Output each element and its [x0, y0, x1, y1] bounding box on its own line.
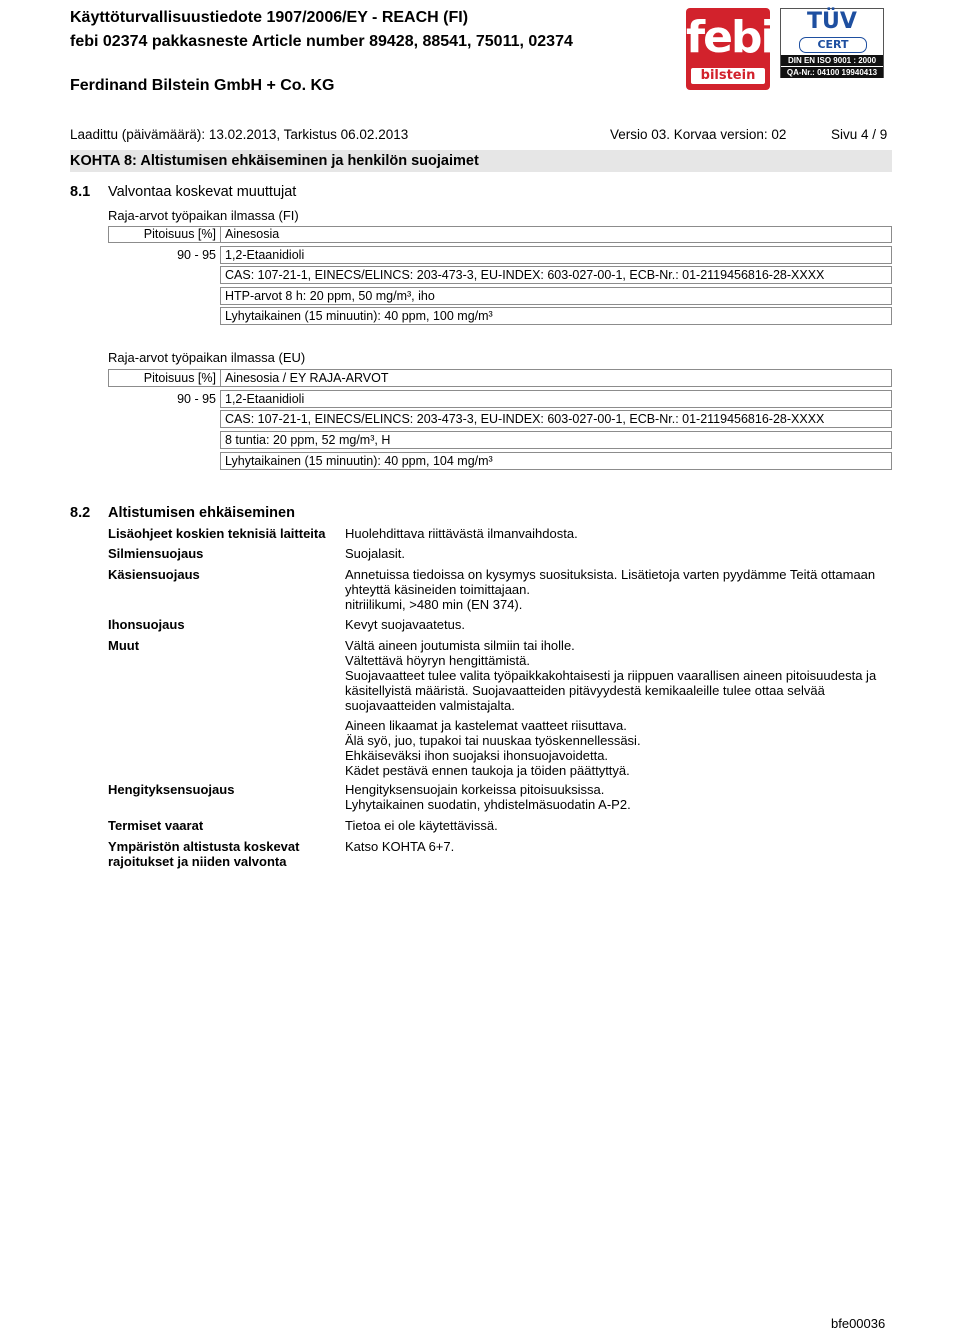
text-other-1: Vältä aineen joutumista silmiin tai iholle. — [345, 638, 575, 653]
text-eye-protection: Suojalasit. — [345, 546, 405, 561]
text-other-9: Kädet pestävä ennen taukoja ja töiden päättyttyä. — [345, 763, 630, 778]
subsection-number-8-1: 8.1 — [70, 184, 91, 200]
text-other-6: Aineen likaamat ja kastelemat vaatteet riisuttava. — [345, 718, 627, 733]
eu-limits-heading: Raja-arvot työpaikan ilmassa (EU) — [108, 350, 306, 365]
text-other-5: suojavaatteiden valmistajalta. — [345, 698, 515, 713]
eu-table-header-divider — [220, 369, 221, 387]
text-thermal-hazards: Tietoa ei ole käytettävissä. — [345, 818, 498, 833]
fi-table-header-divider — [220, 226, 221, 243]
footer-doc-code: bfe00036 — [831, 1316, 886, 1331]
fi-concentration: 90 - 95 — [177, 248, 216, 262]
fi-substance-row — [220, 246, 892, 264]
subsection-title-8-2: Altistumisen ehkäiseminen — [108, 505, 295, 521]
tuv-iso-line: DIN EN ISO 9001 : 2000 — [781, 55, 883, 66]
section-title: KOHTA 8: Altistumisen ehkäiseminen ja henkilön suojaimet — [70, 153, 479, 169]
eu-cas-text: CAS: 107-21-1, EINECS/ELINCS: 203-473-3, EU-INDEX: 603-027-00-1, ECB-Nr.: 01-2119456816-28-XXXX — [225, 412, 825, 426]
eu-limit-text-1: 8 tuntia: 20 ppm, 52 mg/m³, H — [225, 433, 391, 447]
revision-dates: Laadittu (päivämäärä): 13.02.2013, Tarkistus 06.02.2013 — [70, 127, 409, 142]
text-respiratory-1: Hengityksensuojain korkeissa pitoisuuksissa. — [345, 782, 605, 797]
text-other-8: Ehkäiseväksi ihon suojaksi ihonsuojavoidetta. — [345, 748, 609, 763]
label-hand-protection: Käsiensuojaus — [108, 567, 200, 582]
tuv-cert-logo — [780, 8, 884, 78]
text-other-2: Vältettävä höyryn hengittämistä. — [345, 653, 530, 668]
text-hand-protection-3: nitriilikumi, >480 min (EN 374). — [345, 597, 523, 612]
subsection-title-8-1: Valvontaa koskevat muuttujat — [108, 184, 297, 200]
text-hand-protection-1: Annetuissa tiedoissa on kysymys suosituksista. Lisätietoja varten pyydämme Teitä ottamaan — [345, 567, 876, 582]
febi-logo-word: febi — [686, 12, 774, 63]
eu-concentration: 90 - 95 — [177, 392, 216, 406]
label-technical-measures: Lisäohjeet koskien teknisiä laitteita — [108, 526, 326, 541]
text-respiratory-2: Lyhytaikainen suodatin, yhdistelmäsuodatin A-P2. — [345, 797, 631, 812]
text-technical-measures: Huolehdittava riittävästä ilmanvaihdosta. — [345, 526, 578, 541]
eu-substance-name: 1,2-Etaanidioli — [225, 392, 305, 406]
fi-limits-heading: Raja-arvot työpaikan ilmassa (FI) — [108, 208, 299, 223]
fi-substance-name: 1,2-Etaanidioli — [225, 248, 305, 262]
text-environmental-exposure: Katso KOHTA 6+7. — [345, 839, 455, 854]
label-environmental-exposure-2: rajoitukset ja niiden valvonta — [108, 854, 287, 869]
company-name: Ferdinand Bilstein GmbH + Co. KG — [70, 77, 335, 94]
label-skin-protection: Ihonsuojaus — [108, 617, 185, 632]
tuv-logo-top: TÜV — [807, 9, 857, 34]
subsection-number-8-2: 8.2 — [70, 505, 91, 521]
eu-col-substance: Ainesosia / EY RAJA-ARVOT — [225, 371, 389, 385]
fi-col-substance: Ainesosia — [225, 227, 280, 241]
version-info: Versio 03. Korvaa version: 02 — [610, 127, 787, 142]
text-skin-protection: Kevyt suojavaatetus. — [345, 617, 465, 632]
eu-col-concentration: Pitoisuus [%] — [143, 371, 216, 385]
document-title: Käyttöturvallisuustiedote 1907/2006/EY - REACH (FI) — [70, 9, 469, 26]
fi-limit-text-2: Lyhytaikainen (15 minuutin): 40 ppm, 100 mg/m³ — [225, 309, 493, 323]
label-respiratory-protection: Hengityksensuojaus — [108, 782, 235, 797]
text-hand-protection-2: yhteyttä käsineiden toimittajaan. — [345, 582, 530, 597]
section-header-bar — [70, 150, 892, 172]
label-environmental-exposure-1: Ympäristön altistusta koskevat — [108, 839, 300, 854]
product-line: febi 02374 pakkasneste Article number 89428, 88541, 75011, 02374 — [70, 33, 573, 50]
page-number: Sivu 4 / 9 — [831, 127, 888, 142]
label-other: Muut — [108, 638, 140, 653]
tuv-logo-cert: CERT — [799, 37, 867, 53]
text-other-7: Älä syö, juo, tupakoi tai nuuskaa työskennellessäsi. — [345, 733, 641, 748]
fi-limit-text-1: HTP-arvot 8 h: 20 ppm, 50 mg/m³, iho — [225, 289, 435, 303]
text-other-4: käsitellyistä määristä. Suojavaatteiden pitävyydestä kemikaaleille tulee ottaa selvää — [345, 683, 825, 698]
fi-col-concentration: Pitoisuus [%] — [143, 227, 216, 241]
label-thermal-hazards: Termiset vaarat — [108, 818, 204, 833]
fi-cas-text: CAS: 107-21-1, EINECS/ELINCS: 203-473-3, EU-INDEX: 603-027-00-1, ECB-Nr.: 01-2119456816-28-XXXX — [225, 268, 825, 282]
text-other-3: Suojavaatteet tulee valita työpaikkakohtaisesti ja riippuen vaarallisen aineen pitoisuudesta ja — [345, 668, 877, 683]
eu-limit-text-2: Lyhytaikainen (15 minuutin): 40 ppm, 104 mg/m³ — [225, 454, 493, 468]
tuv-qa-line: QA-Nr.: 04100 19940413 — [781, 67, 883, 78]
eu-substance-row — [220, 390, 892, 408]
febi-bilstein-logo — [686, 8, 774, 90]
febi-logo-sub: bilstein — [691, 68, 765, 84]
label-eye-protection: Silmiensuojaus — [108, 546, 204, 561]
